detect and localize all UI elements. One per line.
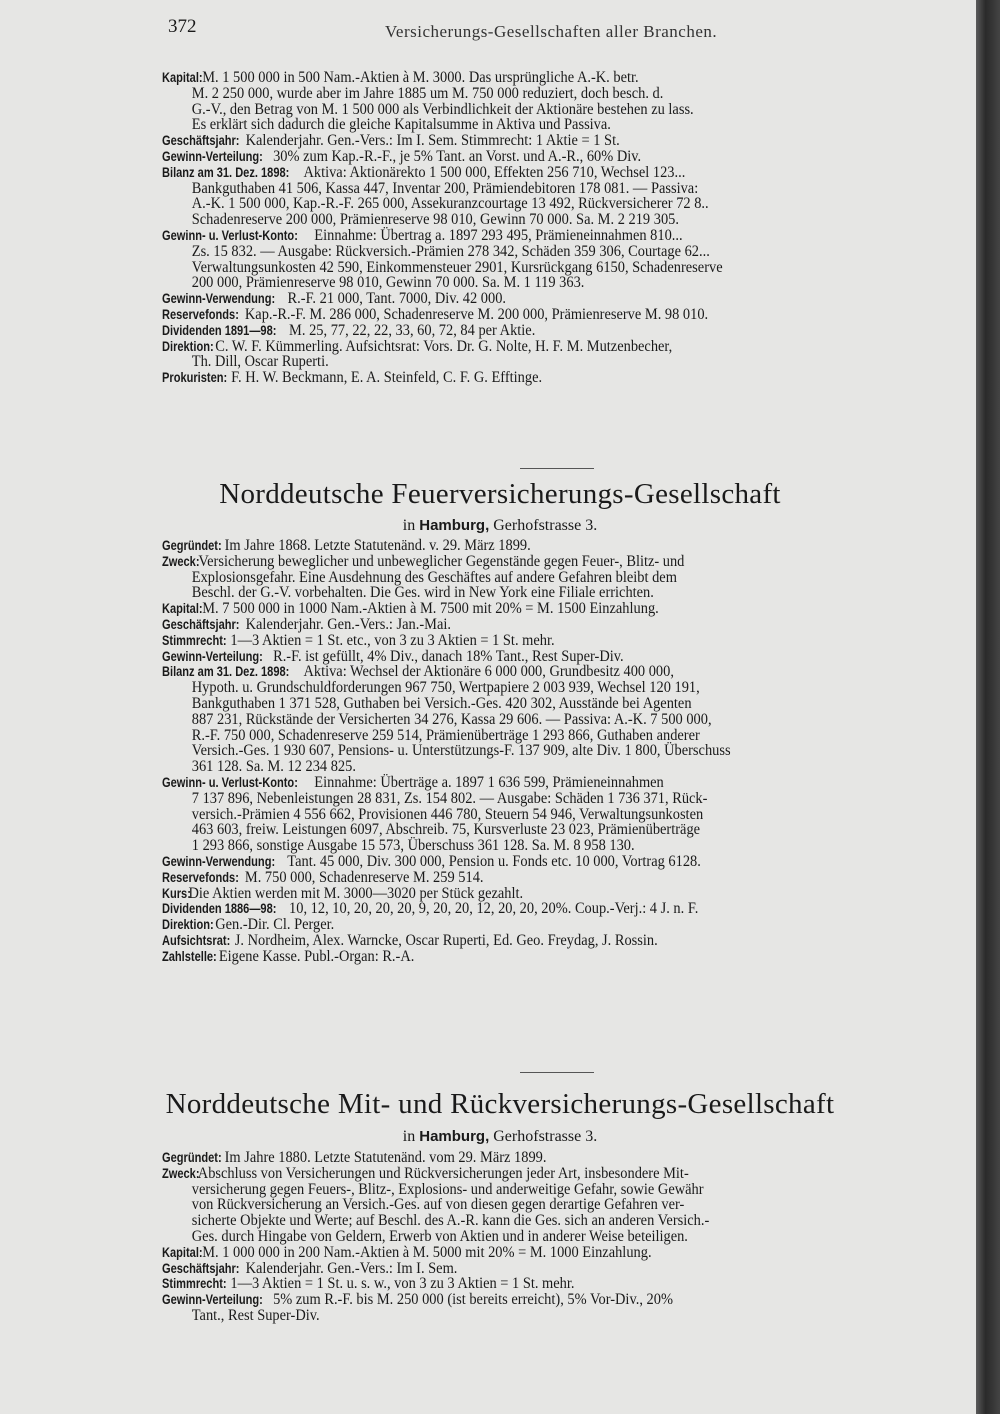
entry-label: Gewinn-Verteilung: <box>162 147 263 164</box>
entry-text: sicherte Objekte und Werte; auf Beschl. des A.-R. kann die Ges. sich an anderen Versich.- <box>191 1212 710 1230</box>
entry-text: 10, 12, 10, 20, 20, 20, 9, 20, 20, 12, 20, 20, 20%. Coup.-Verj.: 4 J. n. F. <box>289 900 699 918</box>
company-title: Norddeutsche Mit- und Rückversicherungs-Gesellschaft <box>165 1088 835 1120</box>
entry-text: C. W. F. Kümmerling. Aufsichtsrat: Vors. Dr. G. Nolte, H. F. M. Mutzenbecher, <box>215 337 673 355</box>
entry-label: Kapital: <box>162 1243 203 1260</box>
entry-line <box>162 617 915 633</box>
entry-text: J. Nordheim, Alex. Warncke, Oscar Ruperti, Ed. Geo. Freydag, J. Rossin. <box>234 931 658 949</box>
entry-text: versicherung gegen Feuers-, Blitz-, Explosions- und anderweitige Gefahr, sowie Gewähr <box>191 1180 704 1198</box>
entry-line <box>162 275 915 291</box>
entry-text: 1 293 866, sonstige Ausgabe 15 573, Überschuss 361 128. Sa. M. 8 958 130. <box>191 837 635 855</box>
entry-text: Zs. 15 832. — Ausgabe: Rückversich.-Prämien 278 342, Schäden 359 306, Courtage 62... <box>191 242 710 260</box>
entry-label: Gewinn-Verwendung: <box>162 290 276 307</box>
entry-label: Bilanz am 31. Dez. 1898: <box>162 663 290 680</box>
entry-text: 200 000, Prämienreserve 98 010, Gewinn 70 000. Sa. M. 1 119 363. <box>191 274 585 292</box>
divider <box>520 1072 594 1073</box>
entry-line <box>162 838 915 854</box>
entry-line <box>162 1166 915 1182</box>
entry-label: Stimmrecht: <box>162 631 227 648</box>
entry-text: G.-V., den Betrag von M. 1 500 000 als Verbindlichkeit der Aktionäre bestehen zu lass. <box>191 100 694 118</box>
section-feuerversicherung <box>162 538 972 965</box>
entry-label: Prokuristen: <box>162 369 228 386</box>
entry-label: Kurs: <box>162 884 191 901</box>
entry-line <box>162 822 915 838</box>
entry-label: Gewinn-Verteilung: <box>162 1291 263 1308</box>
entry-text: Kalenderjahr. Gen.-Vers.: Im I. Sem. Stimmrecht: 1 Aktie = 1 St. <box>245 132 620 150</box>
entry-label: Gewinn- u. Verlust-Konto: <box>162 773 298 790</box>
entry-line <box>162 680 915 696</box>
entry-text: 30% zum Kap.-R.-F., je 5% Tant. an Vorst. und A.-R., 60% Div. <box>273 147 642 165</box>
entry-label: Dividenden 1886—98: <box>162 900 277 917</box>
entry-line <box>162 791 915 807</box>
section-previous-company <box>162 70 972 386</box>
entry-line <box>162 696 915 712</box>
entry-line <box>162 1308 915 1324</box>
entry-line <box>162 1150 915 1166</box>
entry-line <box>162 933 915 949</box>
entry-text: Tant., Rest Super-Div. <box>191 1306 320 1324</box>
entry-text: Bankguthaben 41 506, Kassa 447, Inventar 200, Prämiendebitoren 178 081. — Passiva: <box>191 179 699 197</box>
entry-line <box>162 339 915 355</box>
entry-line <box>162 181 915 197</box>
entry-label: Kapital: <box>162 600 203 617</box>
entry-text: Versicherung beweglicher und unbeweglicher Gegenstände gegen Feuer-, Blitz- und <box>198 552 685 570</box>
entry-line <box>162 554 915 570</box>
entry-line <box>162 1229 915 1245</box>
entry-line <box>162 759 915 775</box>
entry-label: Zweck: <box>162 1164 200 1181</box>
entry-text: 5% zum R.-F. bis M. 250 000 (ist bereits erreicht), 5% Vor-Div., 20% <box>273 1291 673 1309</box>
entry-text: M. 2 250 000, wurde aber im Jahre 1885 um M. 750 000 reduziert, doch besch. d. <box>191 84 664 102</box>
entry-line <box>162 601 915 617</box>
company-location <box>0 517 1000 535</box>
entry-line <box>162 244 915 260</box>
entry-label: Gewinn- u. Verlust-Konto: <box>162 226 298 243</box>
entry-line <box>162 323 915 339</box>
entry-line <box>162 86 915 102</box>
entry-text: Aktiva: Wechsel der Aktionäre 6 000 000, Grundbesitz 400 000, <box>303 663 674 681</box>
entry-text: Eigene Kasse. Publ.-Organ: R.-A. <box>218 947 415 965</box>
entry-text: 1—3 Aktien = 1 St. etc., von 3 zu 3 Aktien = 1 St. mehr. <box>230 631 555 649</box>
address: Gerhofstrasse 3. <box>493 517 598 534</box>
entry-label: Geschäftsjahr: <box>162 1259 240 1276</box>
entry-line <box>162 854 915 870</box>
running-head: Versicherungs-Gesellschaften aller Branchen. <box>385 22 718 41</box>
entry-line <box>162 228 915 244</box>
entry-line <box>162 260 915 276</box>
entry-label: Gewinn-Verteilung: <box>162 647 263 664</box>
entry-text: R.-F. 750 000, Schadenreserve 259 514, Prämienüberträge 1 293 866, Guthaben anderer <box>191 726 700 744</box>
entry-label: Gegründet: <box>162 1149 222 1165</box>
entry-line <box>162 196 915 212</box>
city: Hamburg, <box>419 517 490 534</box>
entry-label: Zahlstelle: <box>162 947 217 964</box>
entry-line <box>162 712 915 728</box>
city: Hamburg, <box>419 1128 490 1145</box>
entry-line <box>162 1213 915 1229</box>
entry-text: M. 750 000, Schadenreserve M. 259 514. <box>244 868 484 886</box>
entry-text: F. H. W. Beckmann, E. A. Steinfeld, C. F. G. Efftinge. <box>231 369 543 387</box>
entry-line <box>162 901 915 917</box>
entry-line <box>162 370 915 386</box>
entry-text: Beschl. der G.-V. vorbehalten. Die Ges. wird in New York eine Filiale errichten. <box>191 584 654 602</box>
entry-label: Stimmrecht: <box>162 1275 227 1292</box>
entry-line <box>162 664 915 680</box>
entry-text: Es erklärt sich dadurch die gleiche Kapitalsumme in Aktiva und Passiva. <box>191 116 611 134</box>
entry-text: Einnahme: Überträge a. 1897 1 636 599, Prämieneinnahmen <box>314 773 664 791</box>
entry-line <box>162 354 915 370</box>
entry-text: 361 128. Sa. M. 12 234 825. <box>191 758 356 776</box>
company-title: Norddeutsche Feuerversicherungs-Gesellschaft <box>219 478 781 510</box>
entry-label: Direktion: <box>162 337 214 354</box>
entry-text: Th. Dill, Oscar Ruperti. <box>191 353 329 371</box>
entry-text: 1—3 Aktien = 1 St. u. s. w., von 3 zu 3 Aktien = 1 St. mehr. <box>230 1275 575 1293</box>
entry-text: Versich.-Ges. 1 930 607, Pensions- u. Unterstützungs-F. 137 909, alte Div. 1 800, Überschuss <box>191 742 731 760</box>
entry-text: M. 1 000 000 in 200 Nam.-Aktien à M. 5000 mit 20% = M. 1000 Einzahlung. <box>202 1243 652 1261</box>
entry-line <box>162 1292 915 1308</box>
entry-line <box>162 949 915 965</box>
entry-line <box>162 570 915 586</box>
entry-label: Reservefonds: <box>162 868 239 885</box>
entry-line <box>162 917 915 933</box>
entry-text: A.-K. 1 500 000, Kap.-R.-F. 265 000, Assekuranzcourtage 13 492, Rückversicherer 72 8.. <box>191 195 709 213</box>
entry-line <box>162 1245 915 1261</box>
entry-line <box>162 870 915 886</box>
entry-text: Schadenreserve 200 000, Prämienreserve 98 010, Gewinn 70 000. Sa. M. 2 219 305. <box>191 211 679 229</box>
entry-label: Kapital: <box>162 69 203 85</box>
entry-line <box>162 775 915 791</box>
entry-line <box>162 307 915 323</box>
entry-label: Geschäftsjahr: <box>162 132 240 149</box>
entry-line <box>162 102 915 118</box>
entry-text: Explosionsgefahr. Eine Ausdehnung des Geschäftes auf andere Gefahren bleibt dem <box>191 568 677 586</box>
entry-label: Gewinn-Verwendung: <box>162 852 276 869</box>
entry-text: R.-F. ist gefüllt, 4% Div., danach 18% Tant., Rest Super-Div. <box>273 647 624 665</box>
entry-label: Bilanz am 31. Dez. 1898: <box>162 163 290 180</box>
entry-label: Direktion: <box>162 916 214 933</box>
entry-label: Zweck: <box>162 552 200 569</box>
entry-text: M. 25, 77, 22, 22, 33, 60, 72, 84 per Aktie. <box>289 321 536 339</box>
entry-text: von Rückversicherung an Versich.-Ges. auf von diesen gegen derartige Gefahren ver- <box>191 1196 685 1214</box>
page-number: 372 <box>168 16 197 37</box>
entry-line <box>162 117 915 133</box>
entry-line <box>162 70 915 86</box>
entry-text: Verwaltungsunkosten 42 590, Einkommensteuer 2901, Kursrückgang 6150, Schadenreserve <box>191 258 723 276</box>
entry-text: Aktiva: Aktionärekto 1 500 000, Effekten 256 710, Wechsel 123... <box>303 163 686 181</box>
scan-edge <box>976 0 1000 1414</box>
entry-line <box>162 886 915 902</box>
entry-label: Geschäftsjahr: <box>162 615 240 632</box>
entry-text: Im Jahre 1880. Letzte Statutenänd. vom 29. März 1899. <box>224 1149 547 1166</box>
entry-line <box>162 212 915 228</box>
company-location <box>0 1128 1000 1146</box>
entry-line <box>162 633 915 649</box>
entry-line <box>162 1197 915 1213</box>
entry-line <box>162 743 915 759</box>
entry-label: Gegründet: <box>162 537 222 553</box>
entry-text: Hypoth. u. Grundschuldforderungen 967 750, Wertpapiere 2 003 939, Wechsel 120 191, <box>191 679 700 697</box>
entry-line <box>162 1261 915 1277</box>
entry-text: 463 603, freiw. Leistungen 6097, Abschreib. 75, Kursverluste 23 023, Prämienüberträge <box>191 821 701 839</box>
location-prefix: in <box>402 1128 416 1145</box>
entry-line <box>162 538 915 554</box>
divider <box>520 468 594 469</box>
section-rueckversicherung <box>162 1150 972 1324</box>
entry-text: Die Aktien werden mit M. 3000—3020 per Stück gezahlt. <box>188 884 524 902</box>
entry-text: Kalenderjahr. Gen.-Vers.: Jan.-Mai. <box>245 615 451 633</box>
entry-text: versich.-Prämien 4 556 662, Provisionen 446 780, Steuern 54 946, Verwaltungsunkosten <box>191 805 704 823</box>
entry-line <box>162 165 915 181</box>
entry-text: Einnahme: Übertrag a. 1897 293 495, Prämieneinnahmen 810... <box>314 226 683 244</box>
entry-text: Abschluss von Versicherungen und Rückversicherungen jeder Art, insbesondere Mit- <box>197 1164 689 1182</box>
entry-text: M. 1 500 000 in 500 Nam.-Aktien à M. 3000. Das ursprüngliche A.-K. betr. <box>202 69 639 86</box>
entry-line <box>162 149 915 165</box>
entry-line <box>162 649 915 665</box>
entry-text: 887 231, Rückstände der Versicherten 34 276, Kassa 29 606. — Passiva: A.-K. 7 500 000, <box>191 710 712 728</box>
entry-label: Dividenden 1891—98: <box>162 321 277 338</box>
entry-line <box>162 585 915 601</box>
entry-line <box>162 728 915 744</box>
entry-line <box>162 291 915 307</box>
entry-text: Gen.-Dir. Cl. Perger. <box>215 916 335 934</box>
entry-text: Kalenderjahr. Gen.-Vers.: Im I. Sem. <box>245 1259 458 1277</box>
entry-text: M. 7 500 000 in 1000 Nam.-Aktien à M. 7500 mit 20% = M. 1500 Einzahlung. <box>202 600 659 618</box>
address: Gerhofstrasse 3. <box>493 1128 598 1145</box>
entry-text: Im Jahre 1868. Letzte Statutenänd. v. 29. März 1899. <box>224 537 531 554</box>
entry-text: Ges. durch Hingabe von Geldern, Erwerb von Aktien und in anderer Weise beteiligen. <box>191 1227 688 1245</box>
entry-line <box>162 1182 915 1198</box>
entry-text: Kap.-R.-F. M. 286 000, Schadenreserve M. 200 000, Prämienreserve M. 98 010. <box>244 305 709 323</box>
entry-label: Reservefonds: <box>162 305 239 322</box>
entry-text: Tant. 45 000, Div. 300 000, Pension u. Fonds etc. 10 000, Vortrag 6128. <box>287 852 701 870</box>
entry-text: R.-F. 21 000, Tant. 7000, Div. 42 000. <box>287 290 507 308</box>
entry-line <box>162 807 915 823</box>
entry-line <box>162 133 915 149</box>
entry-label: Aufsichtsrat: <box>162 931 231 948</box>
entry-text: 7 137 896, Nebenleistungen 28 831, Zs. 154 802. — Ausgabe: Schäden 1 736 371, Rück- <box>191 789 708 807</box>
entry-line <box>162 1276 915 1292</box>
entry-text: Bankguthaben 1 371 528, Guthaben bei Versich.-Ges. 420 302, Ausstände bei Agenten <box>191 694 692 712</box>
location-prefix: in <box>402 517 416 534</box>
